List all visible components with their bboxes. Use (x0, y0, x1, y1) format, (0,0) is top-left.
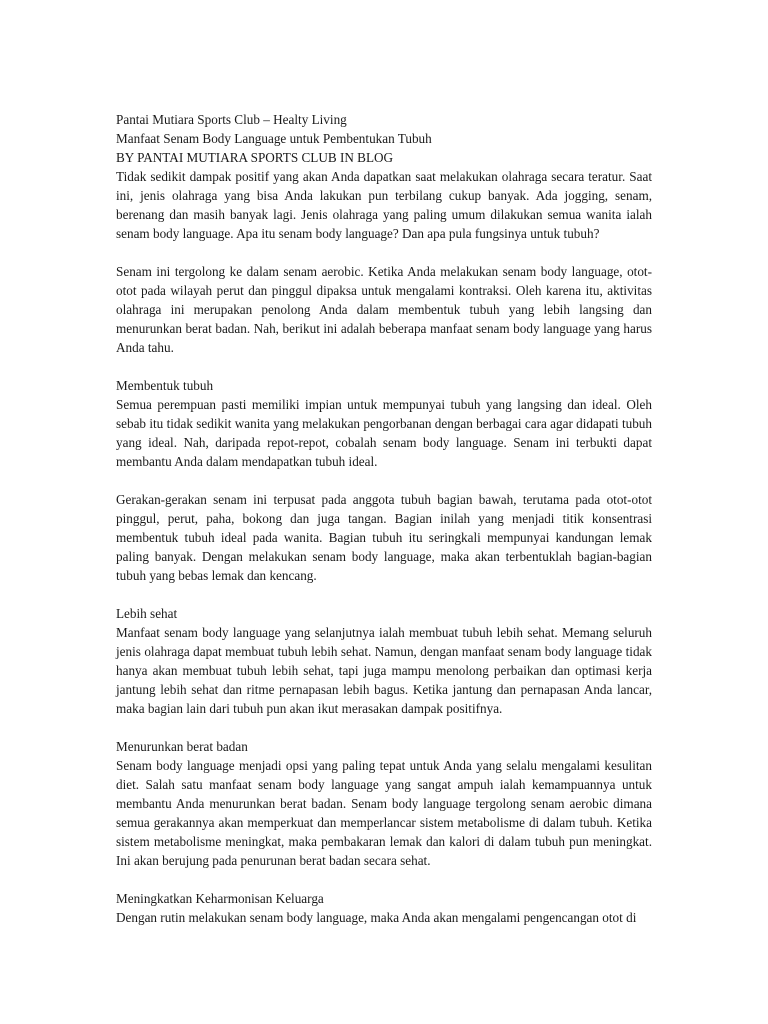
byline: BY PANTAI MUTIARA SPORTS CLUB IN BLOG (116, 150, 394, 165)
document-page (116, 110, 652, 927)
section-paragraph: Semua perempuan pasti memiliki impian untuk mempunyai tubuh yang langsing dan ideal. Oleh sebab itu tidak sedikit wanita yang melakukan pengorbanan dengan berbagai cara agar didapati tubuh yang ideal. Nah, daripada repot-repot, cobalah senam body language. Senam ini terbukti dapat membantu Anda dalam mendapatkan tubuh ideal. (116, 397, 652, 469)
section-heading-membentuk-tubuh: Membentuk tubuh (116, 378, 214, 393)
article-title: Manfaat Senam Body Language untuk Pembentukan Tubuh (116, 131, 432, 146)
section-heading-keharmonisan-keluarga: Meningkatkan Keharmonisan Keluarga (116, 891, 324, 906)
section-paragraph: Senam body language menjadi opsi yang paling tepat untuk Anda yang selalu mengalami kesulitan diet. Salah satu manfaat senam body language yang sangat ampuh ialah kemampuannya untuk membantu Anda menurunkan berat badan. Senam body language tergolong senam aerobic dimana semua gerakannya akan memperkuat dan memperlancar sistem metabolisme di dalam tubuh. Ketika sistem metabolisme meningkat, maka pembakaran lemak dan kalori di dalam tubuh pun meningkat. Ini akan berujung pada penurunan berat badan secara sehat. (116, 758, 652, 868)
site-line: Pantai Mutiara Sports Club – Healty Living (116, 112, 347, 127)
intro-paragraph: Tidak sedikit dampak positif yang akan Anda dapatkan saat melakukan olahraga secara teratur. Saat ini, jenis olahraga yang bisa Anda lakukan pun terbilang cukup banyak. Ada jogging, senam, berenang dan masih banyak lagi. Jenis olahraga yang paling umum dilakukan semua wanita ialah senam body language. Apa itu senam body language? Dan apa pula fungsinya untuk tubuh? (116, 169, 652, 241)
section-paragraph: Manfaat senam body language yang selanjutnya ialah membuat tubuh lebih sehat. Memang seluruh jenis olahraga dapat membuat tubuh lebih sehat. Namun, dengan manfaat senam body language tidak hanya akan membuat tubuh lebih sehat, tapi juga mampu menolong perbaikan dan optimasi kerja jantung lebih sehat dan ritme pernapasan lebih bagus. Ketika jantung dan pernapasan Anda lancar, maka bagian lain dari tubuh pun akan ikut merasakan dampak positifnya. (116, 625, 652, 716)
intro-paragraph: Senam ini tergolong ke dalam senam aerobic. Ketika Anda melakukan senam body language, otot-otot pada wilayah perut dan pinggul dipaksa untuk mengalami kontraksi. Oleh karena itu, aktivitas olahraga ini merupakan penolong Anda dalam membentuk tubuh yang lebih langsing dan menurunkan berat badan. Nah, berikut ini adalah beberapa manfaat senam body language yang harus Anda tahu. (116, 264, 652, 355)
section-heading-lebih-sehat: Lebih sehat (116, 606, 178, 621)
section-paragraph: Dengan rutin melakukan senam body language, maka Anda akan mengalami pengencangan otot di (116, 910, 637, 925)
section-heading-menurunkan-berat-badan: Menurunkan berat badan (116, 739, 248, 754)
section-paragraph: Gerakan-gerakan senam ini terpusat pada anggota tubuh bagian bawah, terutama pada otot-otot pinggul, perut, paha, bokong dan juga tangan. Bagian inilah yang menjadi titik konsentrasi membentuk tubuh ideal pada wanita. Bagian tubuh itu seringkali mempunyai kandungan lemak paling banyak. Dengan melakukan senam body language, maka akan terbentuklah bagian-bagian tubuh yang bebas lemak dan kencang. (116, 492, 652, 583)
